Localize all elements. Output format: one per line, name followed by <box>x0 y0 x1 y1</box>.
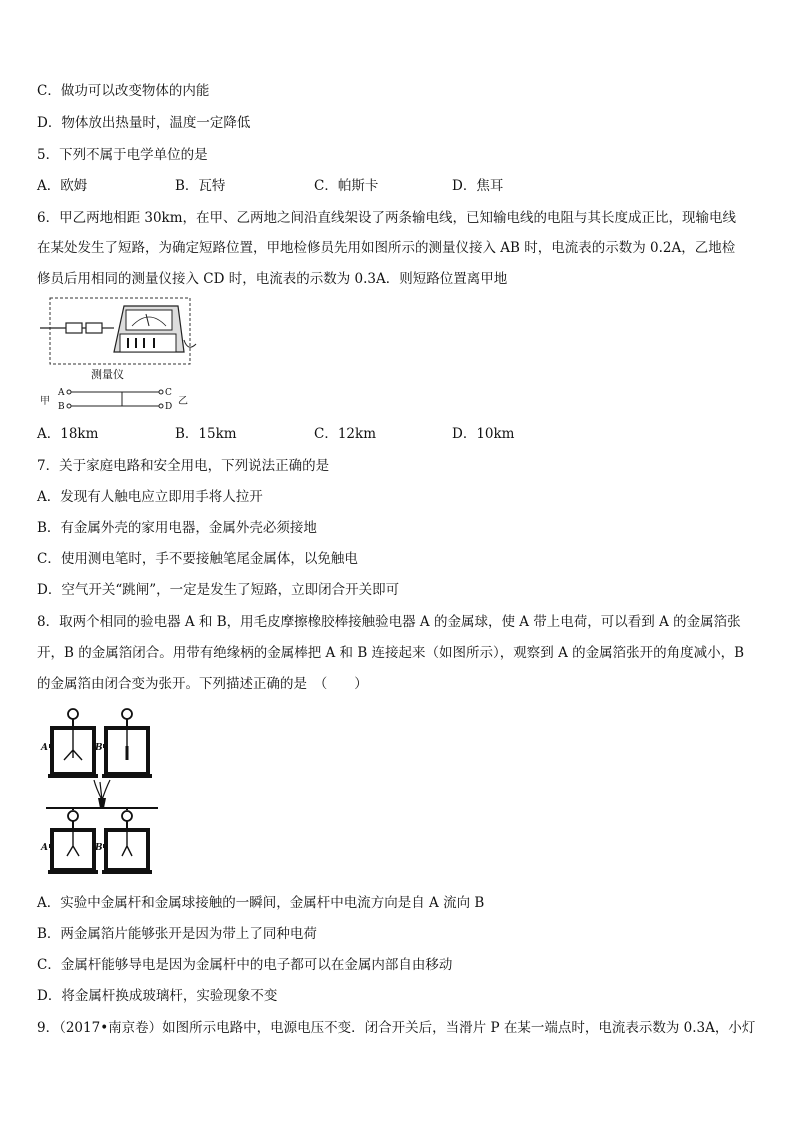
q6-option-a: A．18km <box>37 426 99 442</box>
figure-q8-label-b-bottom: B <box>95 843 103 853</box>
figure-q6-label-b: B <box>58 402 65 412</box>
option-c-line: C．做功可以改变物体的内能 <box>37 83 210 99</box>
q8-option-c: C．金属杆能够导电是因为金属杆中的电子都可以在金属内部自由移动 <box>37 957 453 973</box>
electroscope-a-bottom <box>48 811 98 874</box>
q6-option-d: D．10km <box>452 426 515 442</box>
question-9: 9．（2017•南京卷）如图所示电路中，电源电压不变．闭合开关后，当滑片 P 在某一端点时，电流表示数为 0.3A，小灯 <box>37 1020 756 1036</box>
figure-q6-label-jia: 甲 <box>40 396 50 407</box>
electroscope-b-top <box>102 709 152 778</box>
question-5: 5．下列不属于电学单位的是 <box>37 147 208 163</box>
q5-option-d: D．焦耳 <box>452 178 504 194</box>
question-8-line-1: 8．取两个相同的验电器 A 和 B，用毛皮摩擦橡胶棒接触验电器 A 的金属球，使 A 带上电荷，可以看到 A 的金属箔张 <box>37 614 741 630</box>
figure-q8-label-a-bottom: A <box>41 843 48 853</box>
q6-option-b: B．15km <box>175 426 237 442</box>
figure-q8 <box>36 702 166 878</box>
question-6-line-2: 在某处发生了短路，为确定短路位置，甲地检修员先用如图所示的测量仪接入 AB 时，电流表的示数为 0.2A，乙地检 <box>37 240 736 256</box>
figure-q6 <box>36 296 206 416</box>
q5-option-c: C．帕斯卡 <box>314 178 379 194</box>
q6-option-c: C．12km <box>314 426 376 442</box>
electroscope-b-bottom <box>102 811 152 874</box>
question-8-line-3: 的金属箔由闭合变为张开。下列描述正确的是 （ ） <box>37 676 368 692</box>
question-7: 7．关于家庭电路和安全用电，下列说法正确的是 <box>37 458 330 474</box>
figure-q6-label-d: D <box>165 402 173 412</box>
q5-option-b: B．瓦特 <box>175 178 226 194</box>
figure-q6-label-c: C <box>165 388 172 398</box>
figure-q6-caption: 测量仪 <box>91 368 124 381</box>
question-6-line-1: 6．甲乙两地相距 30km，在甲、乙两地之间沿直线架设了两条输电线，已知输电线的电阻与其长度成正比，现输电线 <box>37 210 737 226</box>
q5-option-a: A．欧姆 <box>37 178 88 194</box>
electroscope-a-top <box>48 709 98 778</box>
q7-option-b: B．有金属外壳的家用电器，金属外壳必须接地 <box>37 520 317 536</box>
question-8-line-2: 开，B 的金属箔闭合。用带有绝缘柄的金属棒把 A 和 B 连接起来（如图所示），观察到 A 的金属箔张开的角度减小，B <box>37 645 745 661</box>
figure-q6-label-a: A <box>58 388 65 398</box>
q7-option-d: D．空气开关“跳闸”，一定是发生了短路，立即闭合开关即可 <box>37 582 400 598</box>
q7-option-c: C．使用测电笔时，手不要接触笔尾金属体，以免触电 <box>37 551 358 567</box>
q7-option-a: A．发现有人触电应立即用手将人拉开 <box>37 489 263 505</box>
q8-option-a: A．实验中金属杆和金属球接触的一瞬间，金属杆中电流方向是自 A 流向 B <box>37 895 485 911</box>
q8-option-b: B．两金属箔片能够张开是因为带上了同种电荷 <box>37 926 317 942</box>
option-d-line: D．物体放出热量时，温度一定降低 <box>37 115 251 131</box>
question-6-line-3: 修员后用相同的测量仪接入 CD 时，电流表的示数为 0.3A．则短路位置离甲地 <box>37 271 508 287</box>
figure-q6-label-yi: 乙 <box>178 396 188 407</box>
figure-q8-label-a-top: A <box>41 743 48 753</box>
figure-q8-label-b-top: B <box>95 743 103 753</box>
q8-option-d: D．将金属杆换成玻璃杆，实验现象不变 <box>37 988 278 1004</box>
